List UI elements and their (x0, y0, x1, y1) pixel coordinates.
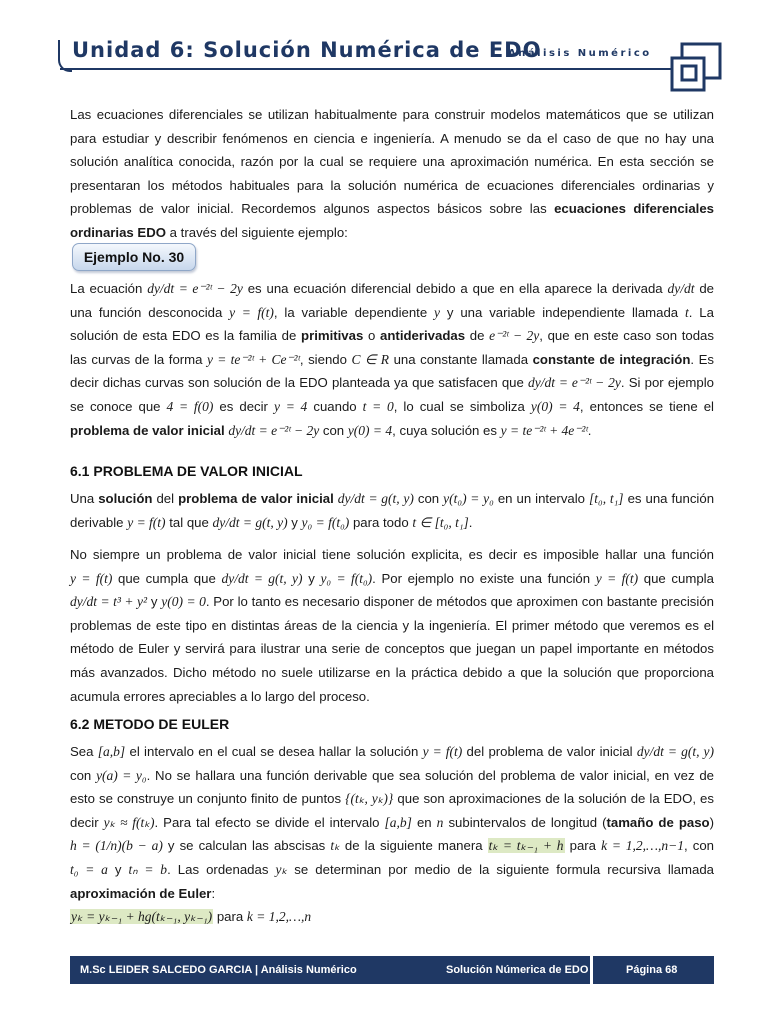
equation: yₖ ≈ f(tₖ) (103, 814, 155, 830)
text: subintervalos de longitud ( (448, 814, 607, 830)
equation: dy/dt = e⁻²ᵗ − 2y (528, 375, 621, 391)
text: . Si por ejemplo se conoce que (70, 375, 715, 414)
text: del problema de valor inicial (466, 744, 633, 759)
equation: dy/dt = e⁻²ᵗ − 2y (228, 422, 320, 438)
text: . Es decir dichas curvas son solución de la EDO planteada ya que satisfacen que (70, 351, 715, 391)
text: con (70, 767, 92, 783)
squares-logo-icon (668, 42, 724, 94)
text: . (468, 514, 473, 530)
text: para (216, 909, 244, 925)
text: para todo (352, 514, 409, 530)
section-6-1-paragraph-1 (70, 487, 714, 534)
equation: dy/dt = g(t, y) (221, 570, 303, 586)
equation: [a,b] (384, 814, 412, 830)
equation: y (434, 304, 441, 320)
text: : (211, 885, 216, 901)
equation: e⁻²ᵗ − 2y (489, 328, 540, 344)
bold-term: problema de valor inicial (178, 491, 334, 506)
text: con (322, 422, 345, 438)
equation: y(t₀) = y₀ (443, 491, 494, 506)
subject-title: Análisis Numérico (508, 48, 652, 59)
text: y se calculan las abscisas (167, 838, 326, 854)
bold-term: antiderivadas (380, 328, 466, 344)
text: una constante llamada (393, 351, 529, 367)
equation: h = (1/n)(b − a) (70, 838, 163, 854)
text: , entonces se tiene el (579, 398, 714, 414)
text: , cuya solución es (392, 422, 497, 438)
equation: dy/dt (667, 281, 695, 296)
text: cuando (313, 398, 357, 414)
page-header (0, 0, 768, 100)
text: y (114, 861, 122, 877)
equation: y(0) = 0 (161, 594, 206, 610)
section-heading-6-2: 6.2 METODO DE EULER (70, 716, 230, 732)
equation: y = te⁻²ᵗ + 4e⁻²ᵗ (500, 422, 588, 438)
bold-term: aproximación de Euler (70, 885, 212, 901)
text: el intervalo en el cual se desea hallar la solución (129, 744, 419, 759)
footer-section: Solución Númerica de EDO (446, 964, 589, 976)
equation: dy/dt = g(t, y) (636, 744, 714, 759)
bold-term: primitivas (301, 328, 364, 344)
example-label: Ejemplo No. 30 (72, 243, 196, 271)
text: y (150, 594, 158, 610)
equation: t₀ = a (70, 861, 108, 877)
intro-bold: ecuaciones diferenciales ordinarias EDO (70, 201, 714, 240)
text: . No se hallara una función derivable que sea solución del problema de valor inicial, en vez de esto se construye un conjunto finito de puntos (70, 767, 715, 807)
equation: n (436, 814, 444, 830)
equation: y(0) = 4 (347, 422, 393, 438)
equation: y₀ = f(t₀) (320, 570, 373, 586)
page-footer (70, 956, 714, 984)
equation: y = f(t) (127, 514, 166, 530)
example-paragraph (70, 277, 714, 442)
text: Sea (70, 744, 94, 759)
text: . (587, 422, 592, 438)
text: de una función desconocida (70, 281, 714, 320)
equation: y = f(t) (229, 304, 274, 320)
footer-author: M.Sc LEIDER SALCEDO GARCIA | Análisis Numérico (80, 964, 357, 976)
equation: [a,b] (97, 744, 126, 759)
text: , siendo (299, 351, 347, 367)
text: en un intervalo (497, 491, 586, 506)
equation: y = te⁻²ᵗ + Ce⁻²ᵗ (207, 351, 300, 367)
text: . Por lo tanto es necesario disponer de métodos que aproximen con bastante precisión problemas de este tipo en distintas áreas de la ciencia y la ingeniería. El primer método que veremos es el método de Euler y servirá para ilustrar una serie de conceptos que juegan un papel importante en métodos más avanzados. Dicho método no suele utilizarse en la práctica debido a que la solución que proporciona acumula errores apreciables a lo largo del proceso. (70, 594, 714, 704)
equation: 4 = f(0) (166, 398, 214, 414)
text: en (416, 814, 432, 830)
text: es una función derivable (70, 491, 715, 530)
text: para (569, 838, 597, 854)
bold-term: tamaño de paso (606, 814, 710, 830)
footer-divider (590, 956, 593, 984)
text: , con (684, 838, 715, 854)
text: de la siguiente manera (344, 838, 483, 854)
text: , lo cual se simboliza (393, 398, 525, 414)
text: La ecuación (70, 281, 143, 296)
equation: t (685, 304, 689, 320)
text: ) (709, 814, 715, 830)
text: y (308, 570, 315, 586)
page-number: Página 68 (626, 964, 678, 976)
text: se determinan por medio de la siguiente formula recursiva llamada (294, 861, 714, 877)
text: con (417, 491, 440, 506)
intro-paragraph (70, 103, 714, 245)
equation: tₖ (330, 838, 340, 854)
equation: y = 4 (273, 398, 308, 414)
text: . Por ejemplo no existe una función (372, 570, 591, 586)
text: que son aproximaciones de la solución de la EDO, es decir (70, 791, 714, 830)
text: y una variable independiente llamada (446, 304, 679, 320)
text: que cumpla que (117, 570, 216, 586)
text: del (156, 491, 175, 506)
highlighted-equation: tₖ = tₖ₋₁ + h (488, 838, 564, 854)
equation: y = f(t) (422, 744, 463, 759)
text: de (469, 328, 485, 344)
text: . La solución de esta EDO es la familia de (70, 304, 714, 344)
equation: dy/dt = t³ + y² (70, 594, 148, 610)
header-rule (60, 68, 678, 70)
equation: y(a) = y₀ (96, 767, 147, 783)
text: , la variable dependiente (273, 304, 428, 320)
equation: yₖ (275, 861, 288, 877)
text: Una (70, 491, 95, 506)
text: , que en este caso son todas las curvas de la forma (70, 328, 714, 367)
intro-text: Las ecuaciones diferenciales se utilizan habitualmente para construir modelos matemáticos que se utilizan para estudiar y describir fenómenos en ciencia e ingeniería. A menudo se da el caso de que no hay una solución analítica conocida, razón por la cual se requiere una aproximación numérica. En esta sección se presentaran los métodos habituales para la solución numérica de ecuaciones diferenciales ordinarias y problemas de valor inicial. Recordemos algunos aspectos básicos sobre las (70, 107, 714, 217)
intro-text-end: a través del siguiente ejemplo: (166, 224, 348, 240)
equation: k = 1,2,…,n (246, 909, 312, 925)
equation: k = 1,2,…,n−1 (601, 838, 685, 854)
text: No siempre un problema de valor inicial tiene solución explicita, es decir es imposible hallar una función (70, 547, 714, 562)
equation: dy/dt = g(t, y) (337, 491, 414, 506)
bold-term: solución (98, 491, 153, 506)
bold-term: constante de integración (532, 351, 691, 367)
equation: t ∈ [t₀, t₁] (412, 514, 469, 530)
text: es una ecuación diferencial debido a que en ella aparece la derivada (247, 281, 663, 296)
bold-term: problema de valor inicial (70, 422, 225, 438)
section-heading-6-1: 6.1 PROBLEMA DE VALOR INICIAL (70, 463, 303, 479)
equation: dy/dt = g(t, y) (212, 514, 288, 530)
text: y (291, 514, 298, 530)
section-6-2-paragraph (70, 740, 714, 929)
text: es decir (219, 398, 268, 414)
equation: y₀ = f(t₀) (301, 514, 350, 530)
equation: t = 0 (362, 398, 394, 414)
text: . Las ordenadas (167, 861, 269, 877)
equation: C ∈ R (351, 351, 390, 367)
text: o (368, 328, 376, 344)
text: tal que (169, 514, 209, 530)
equation: y = f(t) (595, 570, 639, 586)
equation: y = f(t) (70, 570, 113, 586)
text: . Para tal efecto se divide el intervalo (154, 814, 380, 830)
text: que cumpla (643, 570, 714, 586)
unit-title: Unidad 6: Solución Numérica de EDO (72, 38, 542, 62)
equation: {(tₖ, yₖ)} (345, 791, 394, 807)
equation: y(0) = 4 (530, 398, 580, 414)
section-6-1-paragraph-2 (70, 543, 714, 708)
equation: tₙ = b (128, 861, 168, 877)
euler-formula: yₖ = yₖ₋₁ + hg(tₖ₋₁, yₖ₋₁) (71, 909, 213, 925)
equation: [t₀, t₁] (589, 491, 624, 506)
equation: dy/dt = e⁻²ᵗ − 2y (147, 281, 243, 296)
